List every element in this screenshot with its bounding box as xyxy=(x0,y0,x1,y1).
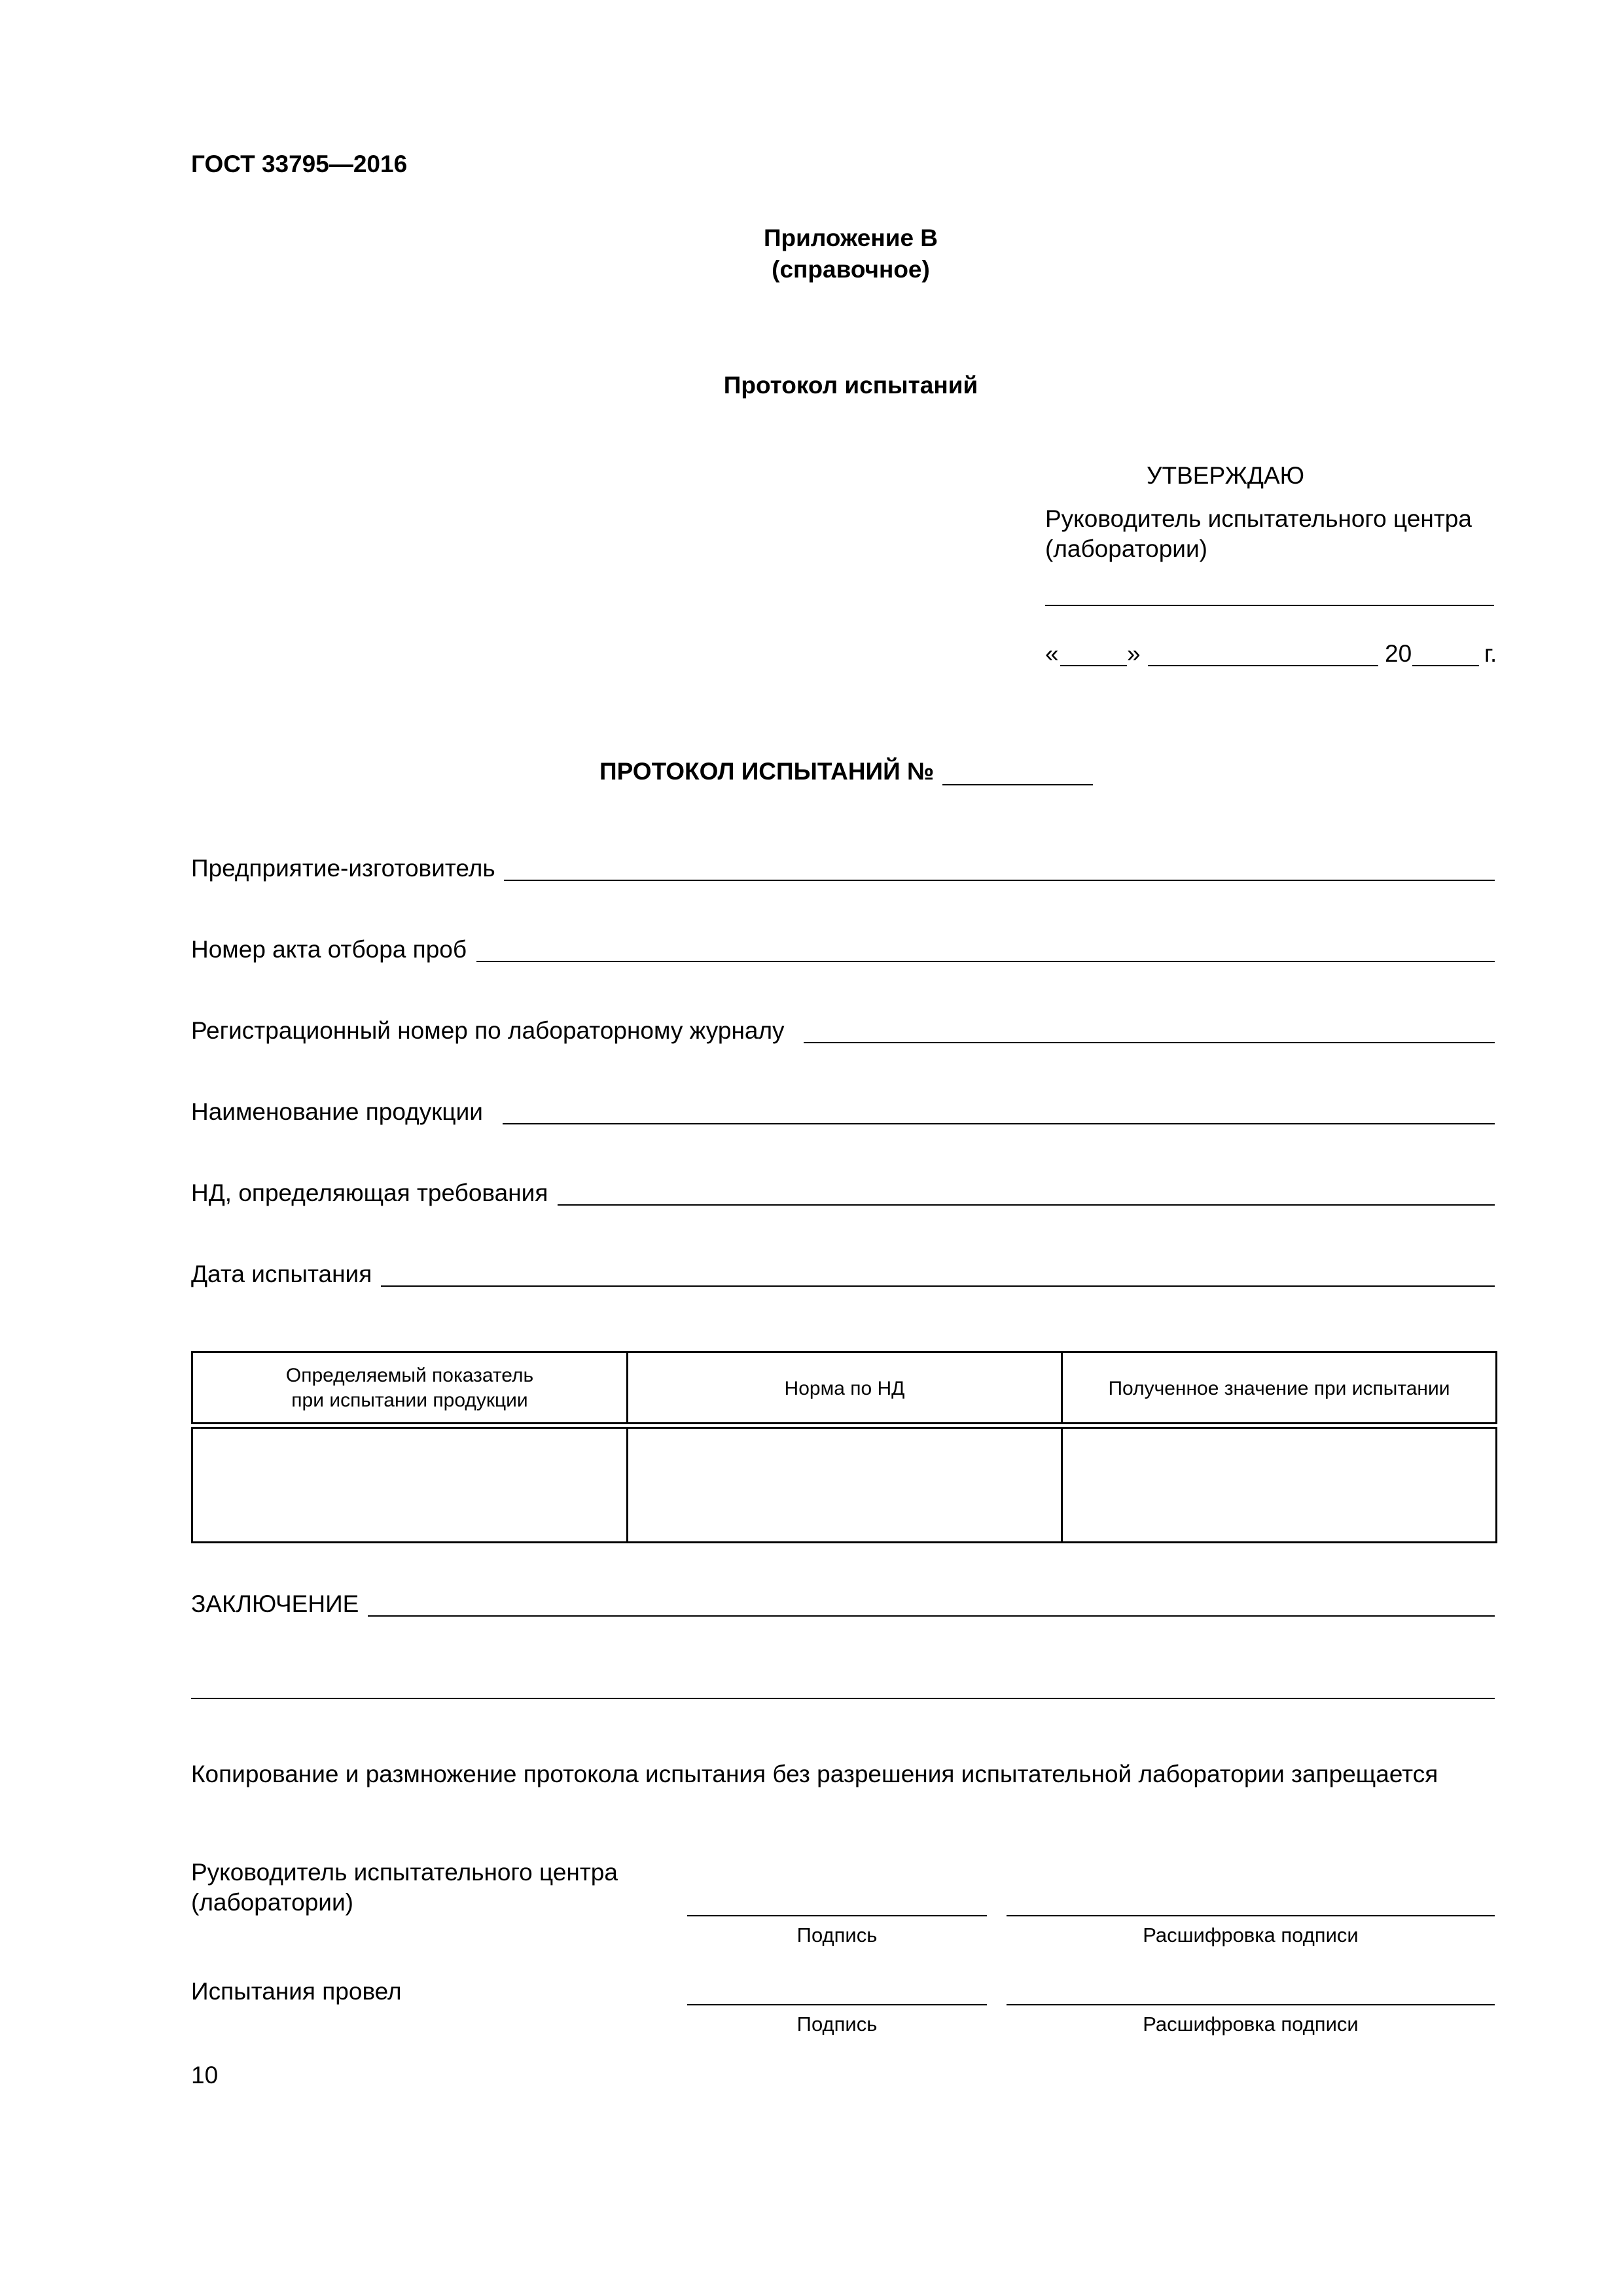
approval-signature-line xyxy=(1045,605,1494,606)
table-header-col3-label: Полученное значение при испытании xyxy=(1108,1378,1450,1399)
date-open-quote: « xyxy=(1045,640,1059,667)
date-month-line xyxy=(1148,665,1378,666)
tester-signature-line xyxy=(687,2004,987,2005)
date-year-prefix: 20 xyxy=(1385,640,1412,667)
table-cell-col1 xyxy=(191,1427,628,1543)
head-signature-line xyxy=(687,1915,987,1916)
nd-requirements-line xyxy=(558,1204,1495,1206)
nd-requirements-label: НД, определяющая требования xyxy=(191,1179,548,1206)
head-decode-line xyxy=(1007,1915,1495,1916)
copy-notice: Копирование и размножение протокола испытания без разрешения испытательной лаборатории запрещается xyxy=(191,1761,1438,1787)
tester-signature-caption: Подпись xyxy=(796,2013,878,2036)
registration-line xyxy=(804,1042,1495,1043)
table-header-col2 xyxy=(626,1351,1063,1424)
conclusion-line-1 xyxy=(368,1615,1495,1617)
approval-position-line1: Руководитель испытательного центра xyxy=(1045,505,1472,532)
date-day-line xyxy=(1060,665,1127,666)
head-signature-caption: Подпись xyxy=(796,1924,878,1946)
head-position-line1: Руководитель испытательного центра xyxy=(191,1859,618,1886)
date-close-quote: » xyxy=(1127,640,1141,667)
manufacturer-label: Предприятие-изготовитель xyxy=(191,855,495,882)
standard-number: ГОСТ 33795—2016 xyxy=(191,151,408,177)
table-header-col1 xyxy=(191,1351,628,1424)
approve-word: УТВЕРЖДАЮ xyxy=(1147,462,1305,489)
approval-position-line2: (лаборатории) xyxy=(1045,535,1207,562)
test-date-line xyxy=(381,1285,1495,1287)
product-name-line xyxy=(503,1123,1495,1124)
manufacturer-line xyxy=(504,880,1495,881)
table-header-col1-line1: Определяемый показатель xyxy=(285,1365,534,1386)
product-name-label: Наименование продукции xyxy=(191,1098,483,1125)
date-year-line xyxy=(1412,665,1479,666)
test-date-label: Дата испытания xyxy=(191,1261,372,1287)
section-title: Протокол испытаний xyxy=(723,372,978,399)
table-header-col1-line2: при испытании продукции xyxy=(291,1389,528,1411)
registration-label: Регистрационный номер по лабораторному журналу xyxy=(191,1017,785,1044)
tester-decode-line xyxy=(1007,2004,1495,2005)
table-header-col2-label: Норма по НД xyxy=(784,1378,905,1399)
sampling-act-label: Номер акта отбора проб xyxy=(191,936,467,963)
table-cell-col3 xyxy=(1061,1427,1497,1543)
date-year-suffix: г. xyxy=(1484,640,1497,667)
protocol-number-line xyxy=(942,784,1093,785)
protocol-title: ПРОТОКОЛ ИСПЫТАНИЙ № xyxy=(599,758,935,785)
conclusion-label: ЗАКЛЮЧЕНИЕ xyxy=(191,1590,359,1617)
conclusion-line-2 xyxy=(191,1698,1495,1699)
table-cell-col2 xyxy=(626,1427,1063,1543)
head-position-line2: (лаборатории) xyxy=(191,1889,353,1916)
page-number: 10 xyxy=(191,2062,219,2089)
head-decode-caption: Расшифровка подписи xyxy=(1143,1924,1359,1946)
tester-label: Испытания провел xyxy=(191,1978,402,2005)
appendix-title: Приложение В xyxy=(763,224,938,251)
tester-decode-caption: Расшифровка подписи xyxy=(1143,2013,1359,2036)
appendix-subtitle: (справочное) xyxy=(772,256,930,283)
table-header-col3 xyxy=(1061,1351,1497,1424)
sampling-act-line xyxy=(476,961,1495,962)
